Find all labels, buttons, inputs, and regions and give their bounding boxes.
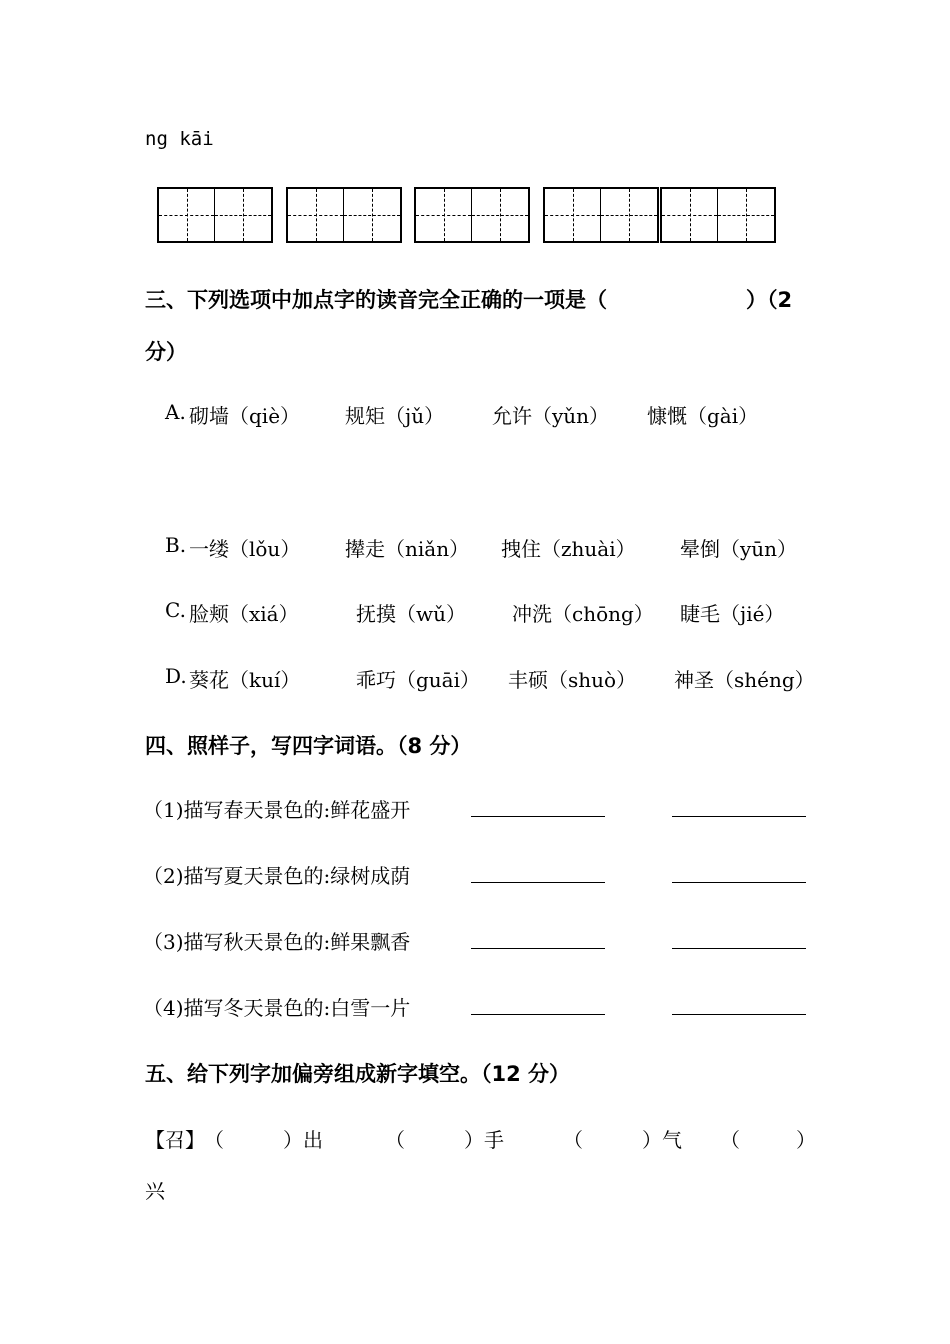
option-c-item: 抚摸（wǔ） — [356, 602, 466, 626]
writing-grid-1[interactable] — [157, 187, 273, 243]
answer-blank[interactable] — [672, 881, 806, 883]
paren-close: ） — [642, 1128, 662, 1152]
option-d-item: 神圣（shéng） — [674, 668, 815, 692]
writing-grid-5[interactable] — [660, 187, 776, 243]
section4-row-4: （4)描写冬天景色的:白雪一片 — [143, 996, 411, 1020]
paren-close: ） — [464, 1128, 484, 1152]
option-c-item: 脸颊（xiá） — [189, 602, 299, 626]
option-a-item: 规矩（jǔ） — [345, 404, 445, 428]
pinyin-fragment: ng kāi — [145, 128, 214, 150]
option-b-item: 一缕（lǒu） — [189, 537, 301, 561]
writing-grid-3[interactable] — [414, 187, 530, 243]
word-suffix: 出 — [303, 1128, 323, 1152]
option-a-item: 慷慨（gài） — [647, 404, 759, 428]
section4-row-3: （3)描写秋天景色的:鲜果飘香 — [143, 930, 411, 954]
option-a-item: 砌墙（qiè） — [189, 404, 301, 428]
section3-title-cont: 分） — [145, 340, 187, 364]
writing-grid-2[interactable] — [286, 187, 402, 243]
section4-row-2: （2)描写夏天景色的:绿树成荫 — [143, 864, 411, 888]
option-d-label: D. — [165, 664, 187, 688]
section3-title-close: ）（2 — [746, 288, 793, 312]
paren-open: （ — [720, 1128, 740, 1152]
option-d-item: 葵花（kuí） — [189, 668, 301, 692]
option-a-item: 允许（yǔn） — [492, 404, 610, 428]
section5-title: 五、给下列字加偏旁组成新字填空。（12 分） — [145, 1062, 571, 1086]
answer-blank[interactable] — [471, 815, 605, 817]
option-d-item: 乖巧（guāi） — [356, 668, 481, 692]
answer-blank[interactable] — [672, 1013, 806, 1015]
option-c-label: C. — [165, 598, 186, 622]
option-b-item: 拽住（zhuài） — [501, 537, 636, 561]
word-suffix: 兴 — [145, 1179, 165, 1203]
paren-open: （ — [204, 1128, 224, 1152]
option-b-item: 撵走（niǎn） — [345, 537, 470, 561]
paren-close: ） — [283, 1128, 303, 1152]
answer-blank[interactable] — [672, 947, 806, 949]
option-b-item: 晕倒（yūn） — [680, 537, 798, 561]
paren-close: ） — [796, 1128, 816, 1152]
root-character: 【召】 — [145, 1128, 205, 1152]
option-a-label: A. — [165, 400, 186, 424]
word-suffix: 气 — [662, 1128, 682, 1152]
paren-open: （ — [563, 1128, 583, 1152]
answer-blank[interactable] — [471, 947, 605, 949]
section4-row-1: （1)描写春天景色的:鲜花盛开 — [143, 798, 411, 822]
word-suffix: 手 — [484, 1128, 504, 1152]
option-b-label: B. — [165, 533, 187, 557]
option-c-item: 冲洗（chōng） — [512, 602, 654, 626]
writing-grid-4[interactable] — [543, 187, 659, 243]
section3-title: 三、下列选项中加点字的读音完全正确的一项是（ — [145, 288, 607, 312]
answer-blank[interactable] — [471, 881, 605, 883]
option-d-item: 丰硕（shuò） — [508, 668, 637, 692]
answer-blank[interactable] — [672, 815, 806, 817]
paren-open: （ — [385, 1128, 405, 1152]
option-c-item: 睫毛（jié） — [680, 602, 785, 626]
answer-blank[interactable] — [471, 1013, 605, 1015]
section4-title: 四、照样子，写四字词语。（8 分） — [145, 734, 472, 758]
